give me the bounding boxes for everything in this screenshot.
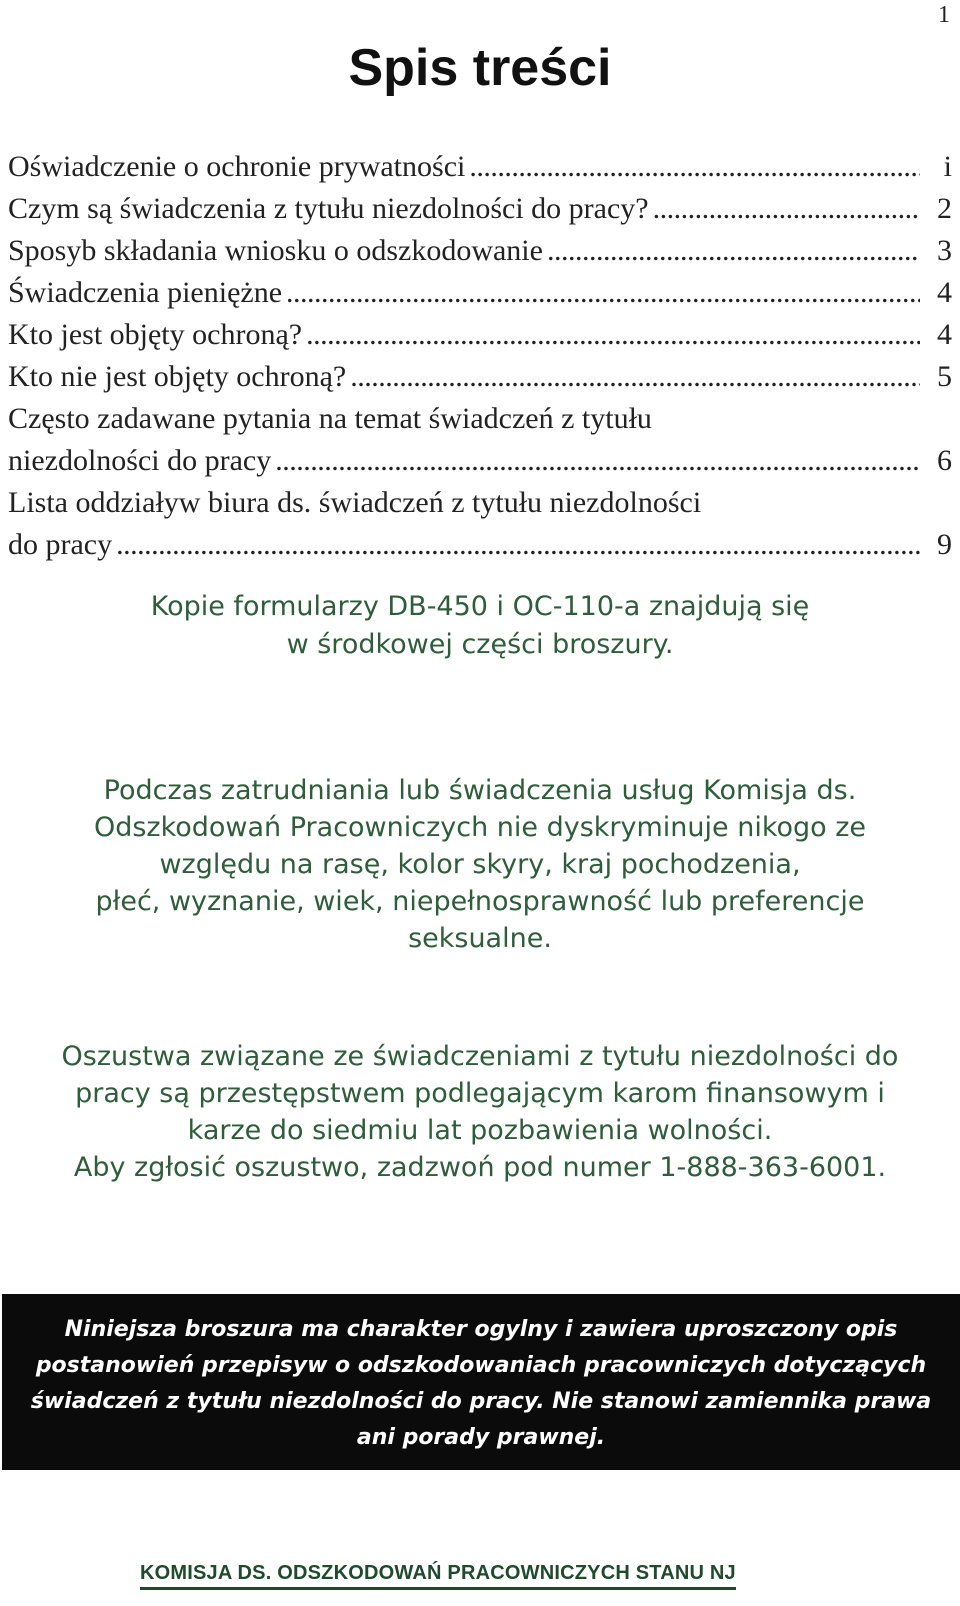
nondiscrimination-line: płeć, wyznanie, wiek, niepełnosprawność lub preferencje [95, 886, 865, 917]
toc-entry-title: Kto jest objęty ochroną? [8, 318, 303, 351]
toc-dot-leader [653, 188, 920, 230]
forms-note [0, 588, 960, 664]
fraud-line: Oszustwa związane ze świadczeniami z tytułu niezdolności do [61, 1041, 899, 1072]
toc-dot-leader [469, 146, 920, 188]
toc-entry-title: Czym są świadczenia z tytułu niezdolności do pracy? [8, 192, 649, 225]
toc-entry-title: Oświadczenie o ochronie prywatności [8, 150, 466, 183]
page-title: Spis treści [348, 39, 612, 97]
toc-entry-page: 4 [937, 318, 952, 351]
fraud-warning [10, 1038, 950, 1186]
nondiscrimination-line: seksualne. [408, 923, 552, 954]
nondiscrimination-line: względu na rasę, kolor skyry, kraj pochodzenia, [159, 849, 801, 880]
toc-entry-title: do pracy [8, 528, 113, 561]
toc-entry[interactable] [8, 188, 958, 230]
disclaimer-box [2, 1294, 960, 1470]
disclaimer-line: Niniejsza broszura ma charakter ogylny i zawiera uproszczony opis [64, 1317, 898, 1342]
toc-entry-page: i [943, 150, 952, 183]
toc-entry-title: Świadczenia pieniężne [8, 276, 283, 309]
toc-entry-title-line1: Lista oddziaływ biura ds. świadczeń z tytułu niezdolności [8, 486, 702, 519]
toc-dot-leader [116, 524, 920, 566]
toc-entry[interactable] [8, 398, 958, 482]
toc-entry[interactable] [8, 230, 958, 272]
table-of-contents [8, 146, 958, 566]
toc-dot-leader [350, 356, 920, 398]
forms-note-line: Kopie formularzy DB-450 i OC-110-a znajdują się [150, 591, 810, 622]
toc-entry-page: 9 [937, 528, 952, 561]
disclaimer-line: postanowień przepisyw o odszkodowaniach pracowniczych dotyczących [35, 1353, 927, 1378]
footer-agency-name: KOMISJA DS. ODSZKODOWAŃ PRACOWNICZYCH STANU NJ [140, 1562, 736, 1590]
toc-entry-title: Kto nie jest objęty ochroną? [8, 360, 347, 393]
toc-entry-page: 4 [937, 276, 952, 309]
fraud-line: pracy są przestępstwem podlegającym karom finansowym i [75, 1078, 885, 1109]
toc-entry-page: 5 [937, 360, 952, 393]
nondiscrimination-line: Odszkodowań Pracowniczych nie dyskryminuje nikogo ze [93, 812, 867, 843]
toc-entry-page: 6 [937, 444, 952, 477]
nondiscrimination-line: Podczas zatrudniania lub świadczenia usług Komisja ds. [103, 775, 857, 806]
toc-dot-leader [275, 440, 920, 482]
toc-entry-title: Sposyb składania wniosku o odszkodowanie [8, 234, 543, 267]
toc-entry-page: 2 [937, 192, 952, 225]
nondiscrimination-statement [30, 772, 930, 957]
toc-entry[interactable] [8, 482, 958, 566]
toc-entry[interactable] [8, 272, 958, 314]
toc-entry-title: niezdolności do pracy [8, 444, 272, 477]
toc-dot-leader [306, 314, 920, 356]
page-number: 1 [938, 2, 950, 28]
disclaimer-line: świadczeń z tytułu niezdolności do pracy. Nie stanowi zamiennika prawa [30, 1389, 932, 1414]
toc-entry-title-line1: Często zadawane pytania na temat świadczeń z tytułu [8, 402, 652, 435]
fraud-line: karze do siedmiu lat pozbawienia wolności. [187, 1115, 773, 1146]
disclaimer-line: ani porady prawnej. [356, 1425, 606, 1450]
toc-entry-page: 3 [937, 234, 952, 267]
toc-entry[interactable] [8, 356, 958, 398]
toc-entry[interactable] [8, 146, 958, 188]
toc-entry[interactable] [8, 314, 958, 356]
forms-note-line: w środkowej części broszury. [286, 629, 674, 660]
toc-dot-leader [286, 272, 920, 314]
toc-dot-leader [547, 230, 920, 272]
fraud-hotline: Aby zgłosić oszustwo, zadzwoń pod numer 1-888-363-6001. [73, 1152, 887, 1183]
